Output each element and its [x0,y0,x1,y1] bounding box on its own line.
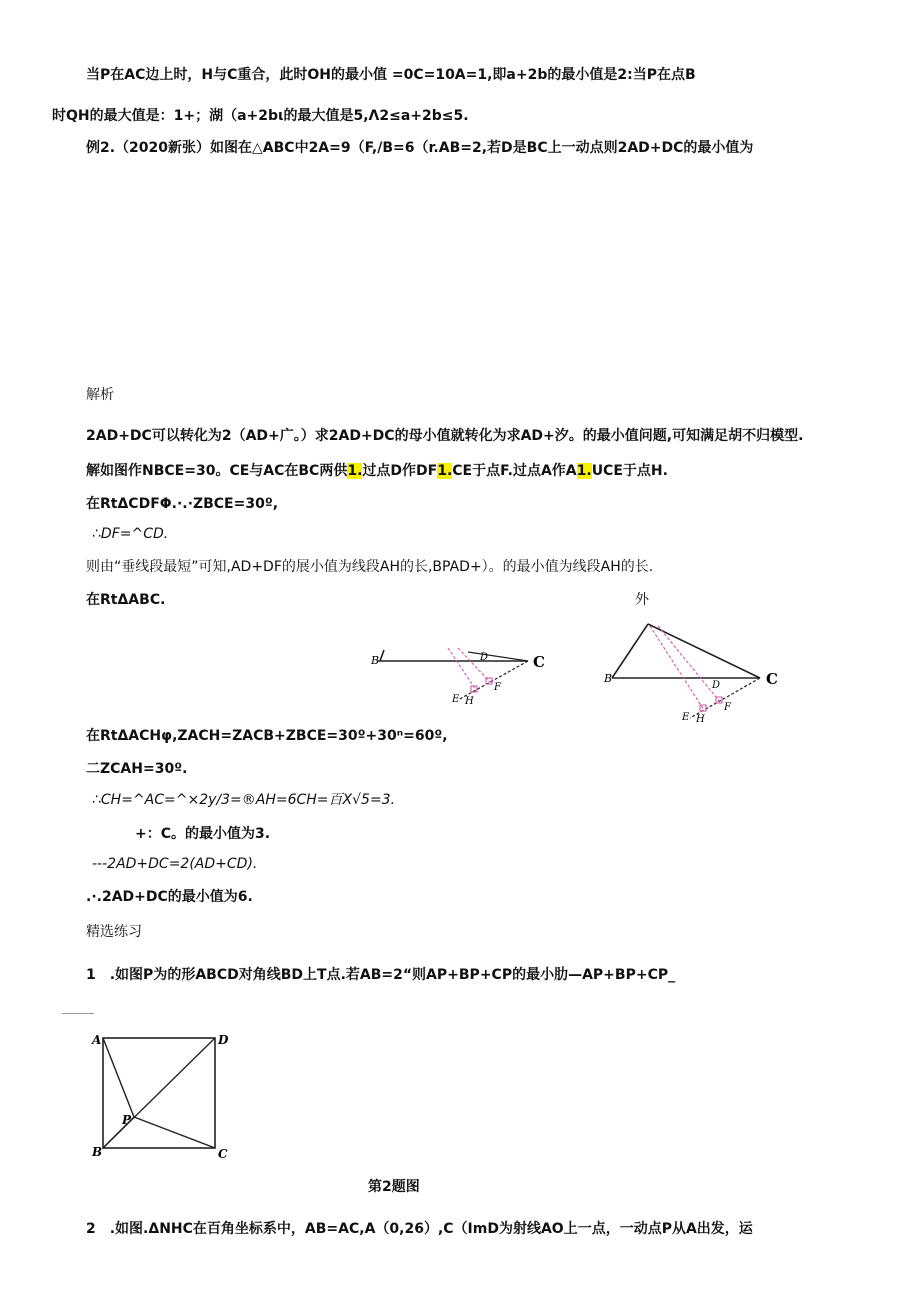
figure-2-label-c: C [766,670,778,688]
divider [62,1013,94,1014]
figure-2-label-f: F [724,702,731,713]
highlight-mark-3: 1. [576,463,592,479]
figure-2-label-d: D [712,680,721,691]
example-2-heading: 例2.（2020新张）如图在△ABC中2A=9（F,/B=6（r.AB=2,若D是BC上一动点则2AD+DC的最小值为 [86,140,754,156]
figure-1-label-h: H [465,696,474,707]
text-line-10: 在RtΔABC. [86,592,166,608]
text-line-12: 二ZCAH=30º. [86,761,188,777]
figure-3-label-d: D [218,1033,229,1047]
text-line-11: 在RtΔACHφ,ZACH=ZACB+ZBCE=30º+30ⁿ=60º, [86,728,448,744]
text-line-2: 时QH的最大值是：1+；湖（a+2bι的最大值是5,Λ2≤a+2b≤5. [52,108,469,124]
exercise-2: 2 .如图.ΔNHC在百角坐标系中，AB=AC,A（0,26）,C（ImD为射线AO上一点，一动点P从A出发，运 [86,1221,753,1237]
figure-square [88,1026,238,1164]
analysis-label: 解析 [86,387,114,403]
figure-3-label-p: P [122,1113,132,1127]
figure-3-label-a: A [92,1033,102,1047]
figure-triangle-left [368,638,558,718]
text-line-6-part-c: CE于点F.过点A作A [452,463,577,479]
figure-1-label-e: E [452,694,460,705]
figure-triangle-right [600,612,800,724]
highlight-mark-2: 1. [437,463,453,479]
figure-3-label-b: B [92,1145,103,1159]
text-line-1: 当P在AC边上时，H与C重合，此时OH的最小值 =0C=10A=1,即a+2b的最小值是2:当P在点B [86,67,696,83]
text-line-16: .∙.2AD+DC的最小值为6. [86,889,253,905]
text-line-15: ---2AD+DC=2(AD+CD). [92,856,258,872]
figure-1-label-f: F [494,682,501,693]
figure-2-label-h: H [696,714,705,724]
text-line-9: 则由“垂线段最短”可知,AD+DF的展小值为线段AH的长,BPAD+）。的最小值为线段AH的长. [86,559,654,575]
figure-1-label-b: B [371,654,380,667]
text-line-6-part-a: 解如图作NBCE=30。CE与AC在BC两供 [86,463,348,479]
text-line-6-part-d: UCE于点H. [591,463,668,479]
text-line-10-right: 外 [635,592,649,608]
figure-1-label-c: C [533,653,545,671]
text-line-6-part-b: 过点D作DF [362,463,438,479]
text-line-14: +：C。的最小值为3. [135,826,271,842]
text-line-5: 2AD+DC可以转化为2（AD+广。）求2AD+DC的母小值就转化为求AD+汐。的最小值问题,可知满足胡不归模型. [86,428,804,444]
text-line-7: 在RtΔCDFΦ.∙.∙ZBCE=30º, [86,496,279,512]
practice-heading: 精选练习 [86,924,142,940]
figure-1-label-d: D [480,652,489,663]
text-line-13: ∴CH=^AC=^×2y∕3=®AH=6CH=百X√5=3. [92,792,396,808]
highlight-mark-1: 1. [347,463,363,479]
figure-2-label-b: B [604,672,613,685]
figure-2-label-e: E [682,712,690,723]
exercise-1: 1 .如图P为的形ABCD对角线BD上T点.若AB=2“则AP+BP+CP的最小肋—AP+BP+CP_ [86,967,676,983]
text-line-8: ∴DF=^CD. [92,526,169,542]
figure-caption: 第2题图 [368,1179,420,1195]
text-line-6 [86,462,668,480]
figure-3-label-c: C [218,1147,228,1161]
